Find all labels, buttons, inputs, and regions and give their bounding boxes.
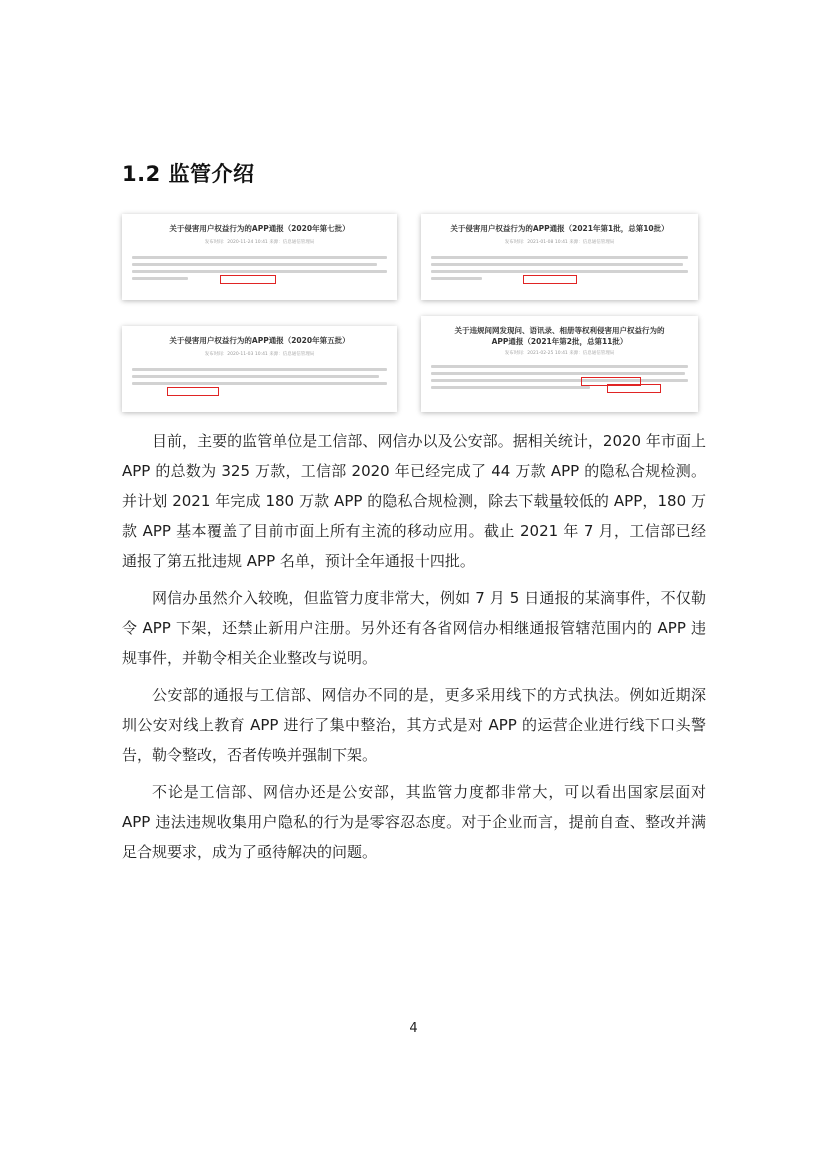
paragraph: 网信办虽然介入较晚，但监管力度非常大，例如 7 月 5 日通报的某滴事件，不仅勒令 APP 下架，还禁止新用户注册。另外还有各省网信办相继通报管辖范围内的 APP 违规事件，并勒令相关企业整改与说明。	[122, 589, 706, 667]
screenshot-notice-3	[122, 326, 397, 412]
screenshot-title: 关于违规间网发现问、语讯录、相册等权利侵害用户权益行为的APP通报（2021年第2批，总第11批）	[454, 326, 665, 346]
screenshot-meta: 发布时间：2021-01-08 10:41 来源：信息通信管理局	[504, 240, 615, 245]
paragraph: 不论是工信部、网信办还是公安部，其监管力度都非常大，可以看出国家层面对 APP 违法违规收集用户隐私的行为是零容忍态度。对于企业而言，提前自查、整改并满足合规要求，成为了亟待解决的问题。	[122, 783, 706, 861]
screenshot-title: 关于侵害用户权益行为的APP通报（2021年第1批，总第10批）	[450, 224, 669, 233]
paragraph: 目前，主要的监管单位是工信部、网信办以及公安部。据相关统计，2020 年市面上 APP 的总数为 325 万款，工信部 2020 年已经完成了 44 万款 APP 的隐私合规检测。并计划 2021 年完成 180 万款 APP 的隐私合规检测，除去下载量较低的 APP，180 万款 APP 基本覆盖了目前市面上所有主流的移动应用。截止 2021 年 7 月，工信部已经通报了第五批违规 APP 名单，预计全年通报十四批。	[122, 432, 706, 570]
screenshot-body-text	[132, 256, 387, 280]
highlight-box	[523, 275, 577, 284]
page-number: 4	[409, 1021, 418, 1036]
screenshot-notice-1	[122, 214, 397, 300]
paragraph: 公安部的通报与工信部、网信办不同的是，更多采用线下的方式执法。例如近期深圳公安对线上教育 APP 进行了集中整治，其方式是对 APP 的运营企业进行线下口头警告，勒令整改，否者传唤并强制下架。	[122, 686, 706, 764]
highlight-box	[220, 275, 276, 284]
screenshot-body-text	[431, 256, 688, 280]
screenshot-title: 关于侵害用户权益行为的APP通报（2020年第七批）	[169, 224, 350, 233]
screenshot-meta: 发布时间：2020-11-24 10:41 来源：信息通信管理局	[204, 240, 315, 245]
screenshot-title: 关于侵害用户权益行为的APP通报（2020年第五批）	[169, 336, 350, 345]
highlight-box	[607, 384, 661, 393]
screenshot-meta: 发布时间：2020-11-03 10:41 来源：信息通信管理局	[204, 352, 315, 357]
screenshot-notice-2	[421, 214, 698, 300]
screenshot-meta: 发布时间：2021-02-25 10:41 来源：信息通信管理局	[504, 351, 615, 356]
section-title: 1.2 监管介绍	[122, 162, 255, 186]
screenshot-body-text	[132, 368, 387, 385]
highlight-box	[167, 387, 219, 396]
body-text	[122, 426, 706, 874]
screenshot-notice-4	[421, 316, 698, 412]
screenshot-body-text	[431, 365, 688, 389]
